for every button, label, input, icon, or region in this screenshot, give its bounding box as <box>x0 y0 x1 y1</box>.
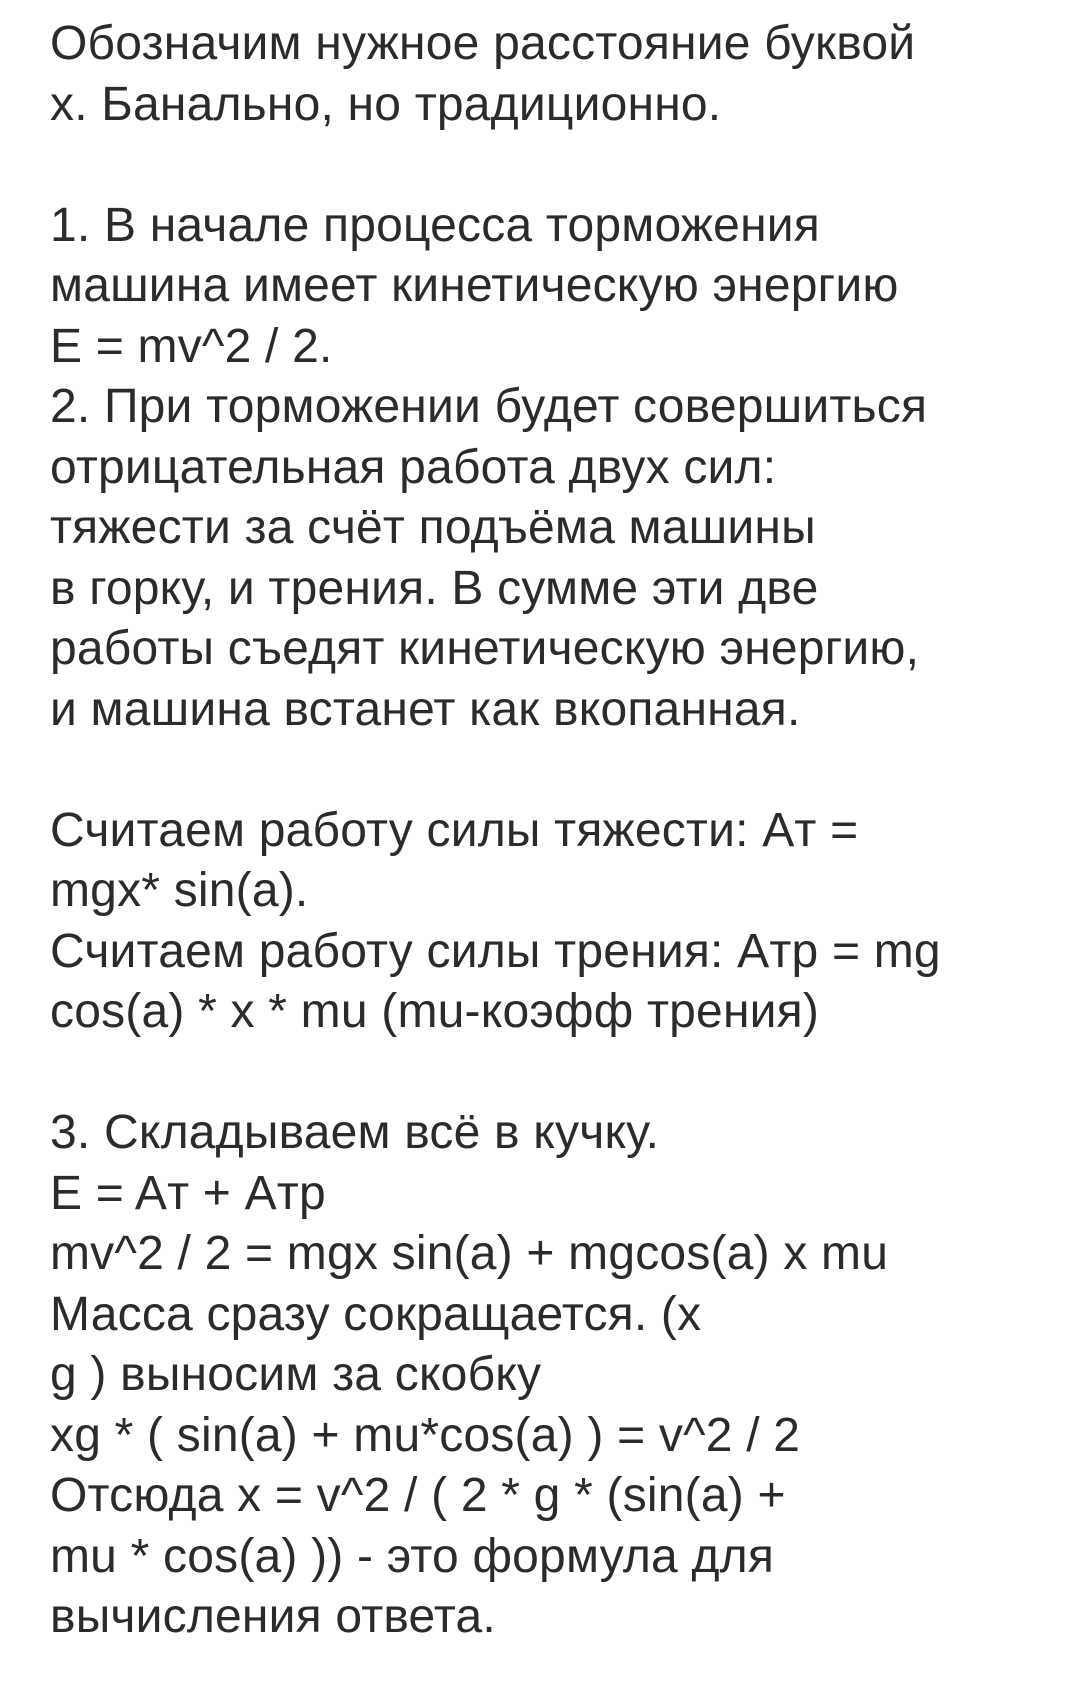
text-line: mu * cos(a) )) - это формула для <box>50 1529 775 1583</box>
formula-line: E = mv^2 / 2. <box>50 319 333 373</box>
text-line: g ) выносим за скобку <box>50 1348 542 1401</box>
paragraph-steps-1-2 <box>50 196 1060 741</box>
text-line: Обозначим нужное расстояние буквой <box>50 17 916 70</box>
text-line: 2. При торможении будет совершиться <box>50 380 928 433</box>
paragraph-step-3 <box>50 1103 1060 1648</box>
paragraph-intro <box>50 14 1060 135</box>
paragraph-gap <box>50 135 1060 196</box>
text-line: Считаем работу силы тяжести: Aт = <box>50 803 859 857</box>
text-line: Масса сразу сокращается. (x <box>50 1287 702 1341</box>
text-line: в горку, и трения. В сумме эти две <box>50 561 819 615</box>
text-line: Считаем работу силы трения: Aтр = mg <box>50 924 941 978</box>
formula-line: xg * ( sin(a) + mu*cos(a) ) = v^2 / 2 <box>50 1408 801 1462</box>
formula-line: mgx* sin(a). <box>50 864 309 917</box>
paragraph-gap <box>50 1043 1060 1104</box>
formula-line: cos(a) * x * mu (mu-коэфф трения) <box>50 985 820 1038</box>
text-line: х. Банально, но традиционно. <box>50 77 722 131</box>
text-line: 1. В начале процесса торможения <box>50 198 820 252</box>
solution-text <box>50 14 1060 1648</box>
text-line: работы съедят кинетическую энергию, <box>50 622 920 675</box>
formula-line: E = Aт + Aтр <box>50 1166 326 1220</box>
paragraph-gap <box>50 740 1060 801</box>
formula-line: Отсюда x = v^2 / ( 2 * g * (sin(a) + <box>50 1469 786 1522</box>
text-line: и машина встанет как вкопанная. <box>50 682 801 736</box>
formula-line: mv^2 / 2 = mgx sin(a) + mgcos(a) x mu <box>50 1227 889 1280</box>
text-line: тяжести за счёт подъёма машины <box>50 501 816 554</box>
text-line: вычисления ответа. <box>50 1590 496 1643</box>
text-line: отрицательная работа двух сил: <box>50 440 777 494</box>
text-line: машина имеет кинетическую энергию <box>50 259 899 312</box>
text-line: 3. Складываем всё в кучку. <box>50 1106 660 1159</box>
paragraph-work-calculation <box>50 801 1060 1043</box>
